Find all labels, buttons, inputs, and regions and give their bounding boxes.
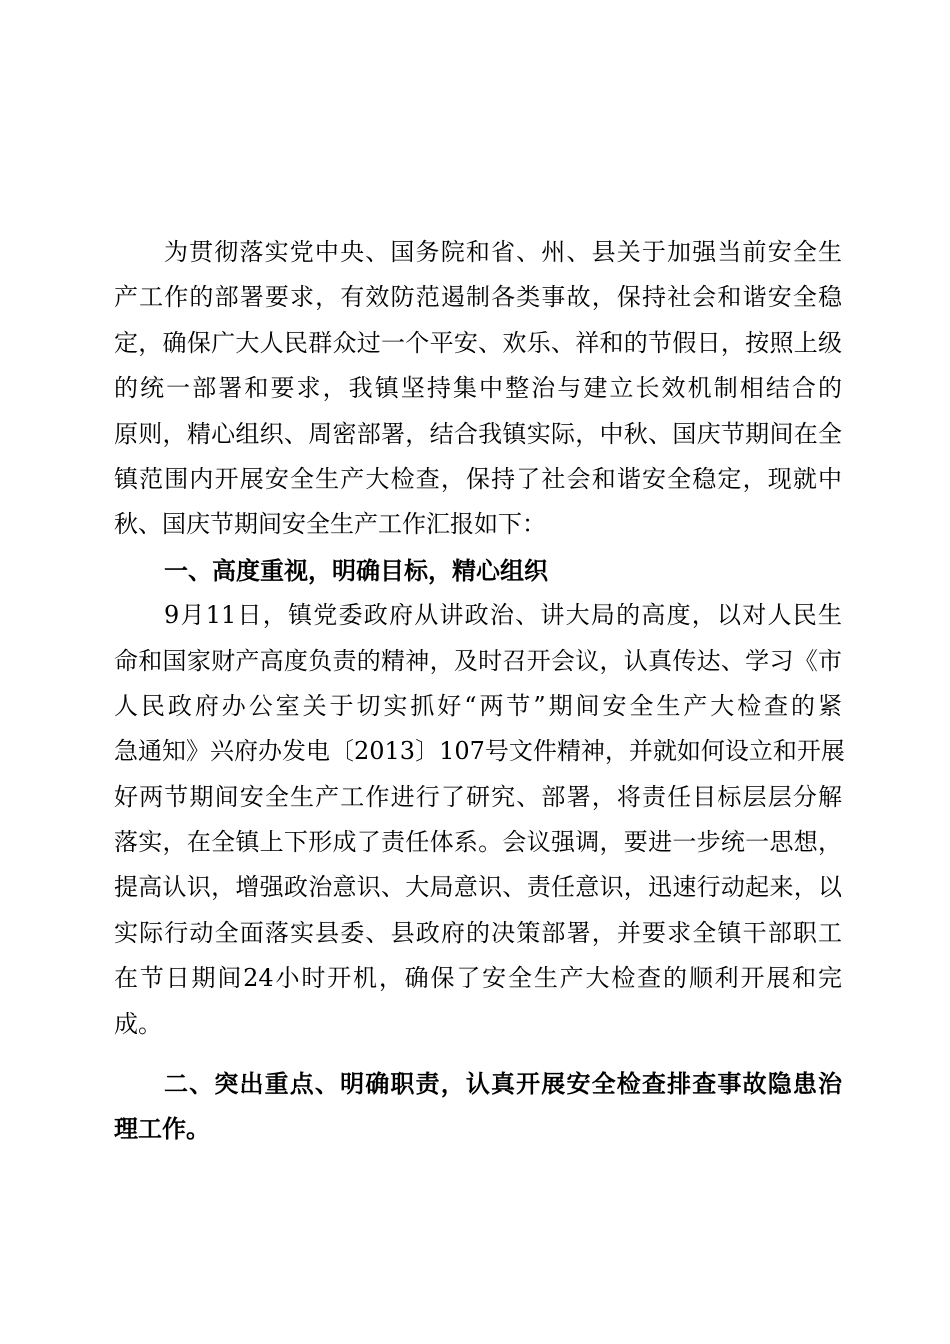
paragraph-line: 9月11日，镇党委政府从讲政治、讲大局的高度，以对人民生: [164, 601, 842, 630]
paragraph-line: 的统一部署和要求，我镇坚持集中整治与建立长效机制相结合的: [114, 374, 842, 403]
paragraph-line: 镇范围内开展安全生产大检查，保持了社会和谐安全稳定，现就中: [114, 464, 842, 493]
paragraph-line: 好两节期间安全生产工作进行了研究、部署，将责任目标层层分解: [114, 782, 842, 811]
heading-line: 理工作。: [114, 1114, 210, 1144]
paragraph-line: 急通知》兴府办发电〔2013〕107号文件精神，并就如何设立和开展: [114, 737, 845, 766]
paragraph-line: 产工作的部署要求，有效防范遏制各类事故，保持社会和谐安全稳: [114, 283, 842, 312]
paragraph-line: 实际行动全面落实县委、县政府的决策部署，并要求全镇干部职工: [114, 918, 842, 947]
paragraph-line: 成。: [114, 1009, 162, 1038]
document-body: [114, 230, 845, 1152]
paragraph-line: 秋、国庆节期间安全生产工作汇报如下：: [114, 510, 546, 539]
paragraph-line: 人民政府办公室关于切实抓好“两节”期间安全生产大检查的紧: [114, 691, 842, 720]
intro-paragraph: [114, 230, 842, 548]
paragraph-line: 提高认识，增强政治意识、大局意识、责任意识，迅速行动起来，以: [114, 873, 842, 902]
section-heading-2: [114, 1061, 842, 1152]
paragraph-line: 落实，在全镇上下形成了责任体系。会议强调，要进一步统一思想，: [114, 828, 842, 857]
section-1-paragraph: [114, 593, 845, 1047]
paragraph-line: 命和国家财产高度负责的精神，及时召开会议，认真传达、学习《市: [114, 646, 842, 675]
paragraph-line: 原则，精心组织、周密部署，结合我镇实际，中秋、国庆节期间在全: [114, 419, 842, 448]
section-heading-1: 一、高度重视，明确目标，精心组织: [164, 555, 548, 585]
heading-line: 二、突出重点、明确职责，认真开展安全检查排查事故隐患治: [164, 1069, 842, 1099]
paragraph-line: 定，确保广大人民群众过一个平安、欢乐、祥和的节假日，按照上级: [114, 328, 842, 357]
paragraph-line: 在节日期间24小时开机，确保了安全生产大检查的顺利开展和完: [114, 964, 842, 993]
paragraph-line: 为贯彻落实党中央、国务院和省、州、县关于加强当前安全生: [164, 238, 842, 266]
